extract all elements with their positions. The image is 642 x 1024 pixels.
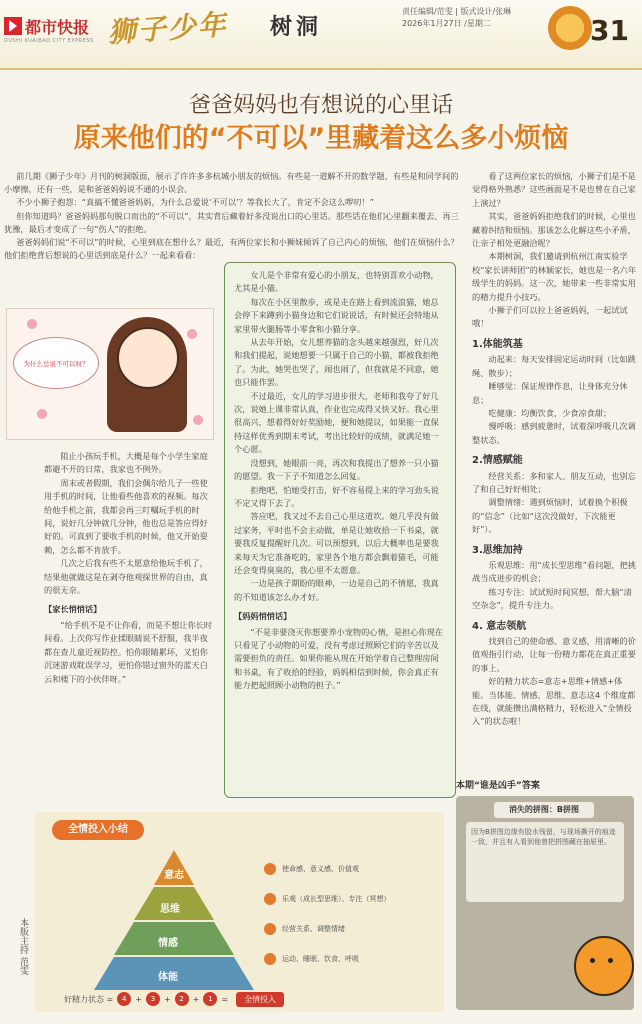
- legend-text: 经营关系、调整情绪: [282, 925, 345, 933]
- legend-text: 乐观（成长型思维）、专注（冥想）: [282, 895, 391, 903]
- parent-story-cat: [224, 262, 456, 798]
- speech-bubble: 为什么总说不可以呀？: [13, 337, 99, 389]
- page-number: 31: [590, 14, 629, 47]
- pyramid-label: 意志: [164, 870, 184, 881]
- story-paragraph: 不过最近，女儿的学习进步很大，老师和我夸了好几次，说她上课非常认真，作业也完成得又快又好。我心里很高兴，想着得好好奖励她，便和她提议，如果能一直保持这样优秀到期末考试，考出比较好的成绩，就满足她一个心愿。: [234, 390, 439, 455]
- energy-tips-column: [472, 170, 638, 729]
- pyramid-label: 思维: [160, 904, 180, 915]
- girl-illustration: [6, 308, 214, 440]
- blossom-icon: [37, 409, 47, 419]
- tips-paragraph: 本期树洞，我们邀请到杭州江南实验学校“家长讲师团”的林颖家长，她也是一名六年级学生的妈妈。这一次，她带来一些非常实用的精力提升小技巧。: [472, 251, 637, 302]
- page-header: [0, 0, 642, 70]
- tips-line: 好的精力状态=意志+思维+情感+体能。当体能、情感、思维、意志这4 个维度都在线，就能攒出满格精力，轻松进入“全情投入”的状态啦！: [472, 676, 636, 727]
- legend-item: [264, 914, 434, 944]
- column-brand: 狮子少年: [106, 7, 229, 50]
- energy-formula: 好精力状态 = 4 + 3 + 2 + 1 = 全情投入: [64, 990, 424, 1008]
- story-paragraph: 从去年开始，女儿想养猫的念头越来越强烈，好几次和我们提起，说她想要一只属于自己的小猫，都被我拒绝了。为此，她哭也哭了，闹也闹了，但我就是不同意，她也只能作罢。: [234, 337, 439, 388]
- blossom-icon: [193, 415, 203, 425]
- legend-dot-icon: [264, 953, 276, 965]
- blossom-icon: [187, 329, 197, 339]
- tips-paragraph: 其实，爸爸妈妈拒绝我们的时候，心里也藏着纠结和烦恼。那该怎么化解这些小矛盾，让亲子相处更融洽呢？: [472, 211, 636, 249]
- tips-line: 动起来：每天安排固定运动时间（比如跳绳、散步）；: [472, 354, 636, 378]
- legend-item: [264, 854, 434, 884]
- formula-result: 全情投入: [236, 992, 284, 1007]
- answer-box: [456, 796, 634, 1010]
- formula-number: 4: [117, 992, 131, 1006]
- tips-line: 吃健康：均衡饮食，少食凉食甜；: [488, 407, 612, 418]
- parent-whisper-quote: “给手机不是不让你看，而是不想让你长时间看。上次你写作业揉眼睛说不舒服，我半夜都在查儿童近视防控。怕你眼睛累坏，又怕你沉迷游戏耽误学习，更怕你错过窗外的蓝天白云和楼下的小伙伴呀。”: [44, 619, 213, 684]
- tips-section-title: 2.情感赋能: [472, 455, 523, 467]
- editor-info: [402, 6, 542, 30]
- parent-whisper-tag: 【家长悄悄话】: [44, 604, 102, 615]
- formula-label: 好精力状态 =: [64, 994, 114, 1004]
- tips-line: 慢呼吸：感到疲惫时，试着深呼吸几次调整状态。: [472, 421, 636, 445]
- legend-dot-icon: [264, 893, 276, 905]
- story-paragraph: 周末或者假期，我们会偶尔给儿子一些使用手机的时间，让他看些他喜欢的视频。每次给他手机之前，我都会再三叮嘱玩手机的时间，说好几分钟就几分钟，他也总是答应得好好的。可真到了要收手机的时候，他又开始耍赖，怎么都不肯放手。: [44, 477, 208, 555]
- story-paragraph: 每次在小区里散步，或是走在路上看到流浪猫，她总会停下来蹲到小猫身边和它们说说话，有时候还会特地从家里带火腿肠等小零食和小猫分享。: [234, 296, 439, 334]
- formula-number: 3: [146, 992, 160, 1006]
- formula-number: 1: [203, 992, 217, 1006]
- legend-item: [264, 944, 434, 974]
- legend-dot-icon: [264, 863, 276, 875]
- intro-paragraph: 但你知道吗？爸爸妈妈那句脱口而出的“不可以”，其实背后藏着好多没说出口的心里话。那些话在他们心里翻来覆去、再三犹豫，最后才变成了一句“伤人”的拒绝。: [4, 210, 459, 234]
- intro-paragraph: 前几期《狮子少年》月刊的树洞版面，展示了许许多多杭城小朋友的烦恼。有些是一道解不开的数学题，有些是和同学间的小摩擦，还有一些，是和爸爸妈妈说不通的小误会。: [4, 171, 459, 195]
- intro-paragraph: 不少小狮子抱怨：“真搞不懂爸爸妈妈，为什么总爱说‘不可以’？等我长大了，肯定不会这么啰叨！”: [16, 197, 374, 208]
- girl-face: [117, 327, 179, 389]
- date-line: 2026年1月27日 /星期二: [402, 19, 491, 28]
- orange-mascot-icon: [574, 936, 634, 996]
- mom-whisper-quote: “不是非要浇灭你想要养小宠物的心情，是担心你现在只看见了小动物的可爱，没有考虑过照顾它们的辛苦以及需要担负的责任。如果你能从现在开始学着自己整理房间和书桌，有了收拾的经验，妈妈相信到时候，你会真正有能力把起照顾小动物的担子。”: [234, 626, 443, 691]
- tips-line: 调整情绪：遇到烦恼时，试着换个积极的“信念”（比如“这次没做好，下次能更好”）。: [472, 497, 628, 535]
- mom-whisper-tag: 【妈妈悄悄话】: [234, 611, 292, 622]
- logo-mark-icon: [4, 17, 22, 35]
- pyramid-legend: [264, 854, 434, 974]
- story-paragraph: 答应吧，我又过不去自己心里这道坎。她几乎没有做过家务，平时也不会主动做，单是让她收拾一下书桌，就要我反复提醒好几次。可以预想到，以后大概率也是要我来每天为它准备吃的，家里各个地方都会飘着猫毛，可能还会变得臭臭的，我心里不太愿意。: [234, 511, 439, 575]
- tips-line: 找到自己的使命感、意义感，用清晰的价值观指引行动，让每一份精力都花在真正重要的事上。: [472, 636, 636, 673]
- legend-text: 使命感、意义感、价值观: [282, 865, 359, 873]
- tips-line: 经营关系：多和家人、朋友互动，也别忘了和自己好好相处；: [472, 470, 636, 494]
- legend-item: [264, 884, 434, 914]
- formula-number: 2: [175, 992, 189, 1006]
- summary-title: 全情投入小结: [52, 820, 144, 840]
- story-paragraph: 女儿是个非常有爱心的小朋友，也特别喜欢小动物，尤其是小猫。: [234, 270, 439, 294]
- story-paragraph: 一边是孩子期盼的眼神，一边是自己的不情愿，我真的不知道该怎么办才好。: [234, 578, 439, 602]
- editor-line: 责任编辑/范雯 | 版式设计/张琳: [402, 7, 512, 16]
- host-credit: 本版主持 范雯: [18, 918, 28, 975]
- story-paragraph: 拒绝吧，怕她受打击，好不容易提上来的学习劲头说不定又得下去了。: [234, 484, 439, 508]
- tips-paragraph: 小狮子们可以拉上爸爸妈妈，一起试试哦！: [472, 305, 628, 329]
- answer-text: 因为B拼图边缘有胶水残留，与现场撕开的痕迹一致，并且有人看到他曾把拼图藏在抽屉里。: [466, 822, 624, 902]
- tips-line: 练习专注：试试短时间冥想，帮大脑“清空杂念”，提升专注力。: [472, 586, 632, 611]
- lion-mascot-icon: [548, 6, 592, 50]
- story-paragraph: 几次之后我有些不太愿意给他玩手机了，结果他就做这是在剥夺他观探世界的自由，真的很无奈。: [44, 558, 208, 596]
- story-paragraph: 没想到，她眼前一亮，再次和我提出了想养一只小猫的愿望。我一下子不知道怎么回复。: [234, 457, 439, 482]
- parent-story-phone: [44, 450, 214, 686]
- story-paragraph: 阻止小孩玩手机，大概是每个小学生家庭都避不开的日常，我家也不例外。: [44, 451, 208, 475]
- pyramid-label: 情感: [158, 938, 178, 949]
- summary-infographic: [34, 812, 444, 1012]
- intro-paragraph: 爸爸妈妈们说“不可以”的时候，心里到底在想什么？最近，有两位家长和小狮妹倾诉了自己内心的烦恼，他们在烦恼什么？他们拒绝背后想说的心里话到底是什么？一起来看看：: [4, 237, 459, 261]
- section-title: 树洞: [270, 14, 323, 40]
- intro-text: [4, 170, 462, 262]
- tips-section-title: 3.思维加持: [472, 544, 523, 556]
- tips-line: 睡够觉：保证规律作息，让身体充分休息；: [472, 381, 628, 405]
- legend-text: 运动、睡眠、饮食、呼吸: [282, 955, 359, 963]
- headline-main: 爸爸妈妈也有想说的心里话: [188, 93, 453, 118]
- answer-label: 本期“谁是凶手”答案: [456, 781, 540, 791]
- blossom-icon: [27, 319, 37, 329]
- pyramid-label: 体能: [158, 972, 178, 983]
- tips-line: 乐观思维：用“成长型思维”看问题，把挑战当成进步的机会；: [472, 559, 637, 584]
- tips-section-title: 4. 意志领航: [472, 620, 527, 632]
- tips-paragraph: 看了这两位家长的烦恼，小狮子们是不是觉得格外熟悉？这些画面是不是也曾在自己家上演过？: [472, 171, 636, 208]
- newspaper-logo: [4, 14, 100, 38]
- logo-subtitle: DUSHI KUAIBAO CITY EXPRESS: [4, 38, 94, 44]
- logo-text: 都市快报: [25, 17, 90, 37]
- answer-heading: 消失的拼图：B拼图: [494, 802, 594, 818]
- tips-section-title: 1.体能筑基: [472, 338, 523, 350]
- legend-dot-icon: [264, 923, 276, 935]
- headline-sub: 原来他们的“不可以”里藏着这么多小烦恼: [73, 123, 569, 154]
